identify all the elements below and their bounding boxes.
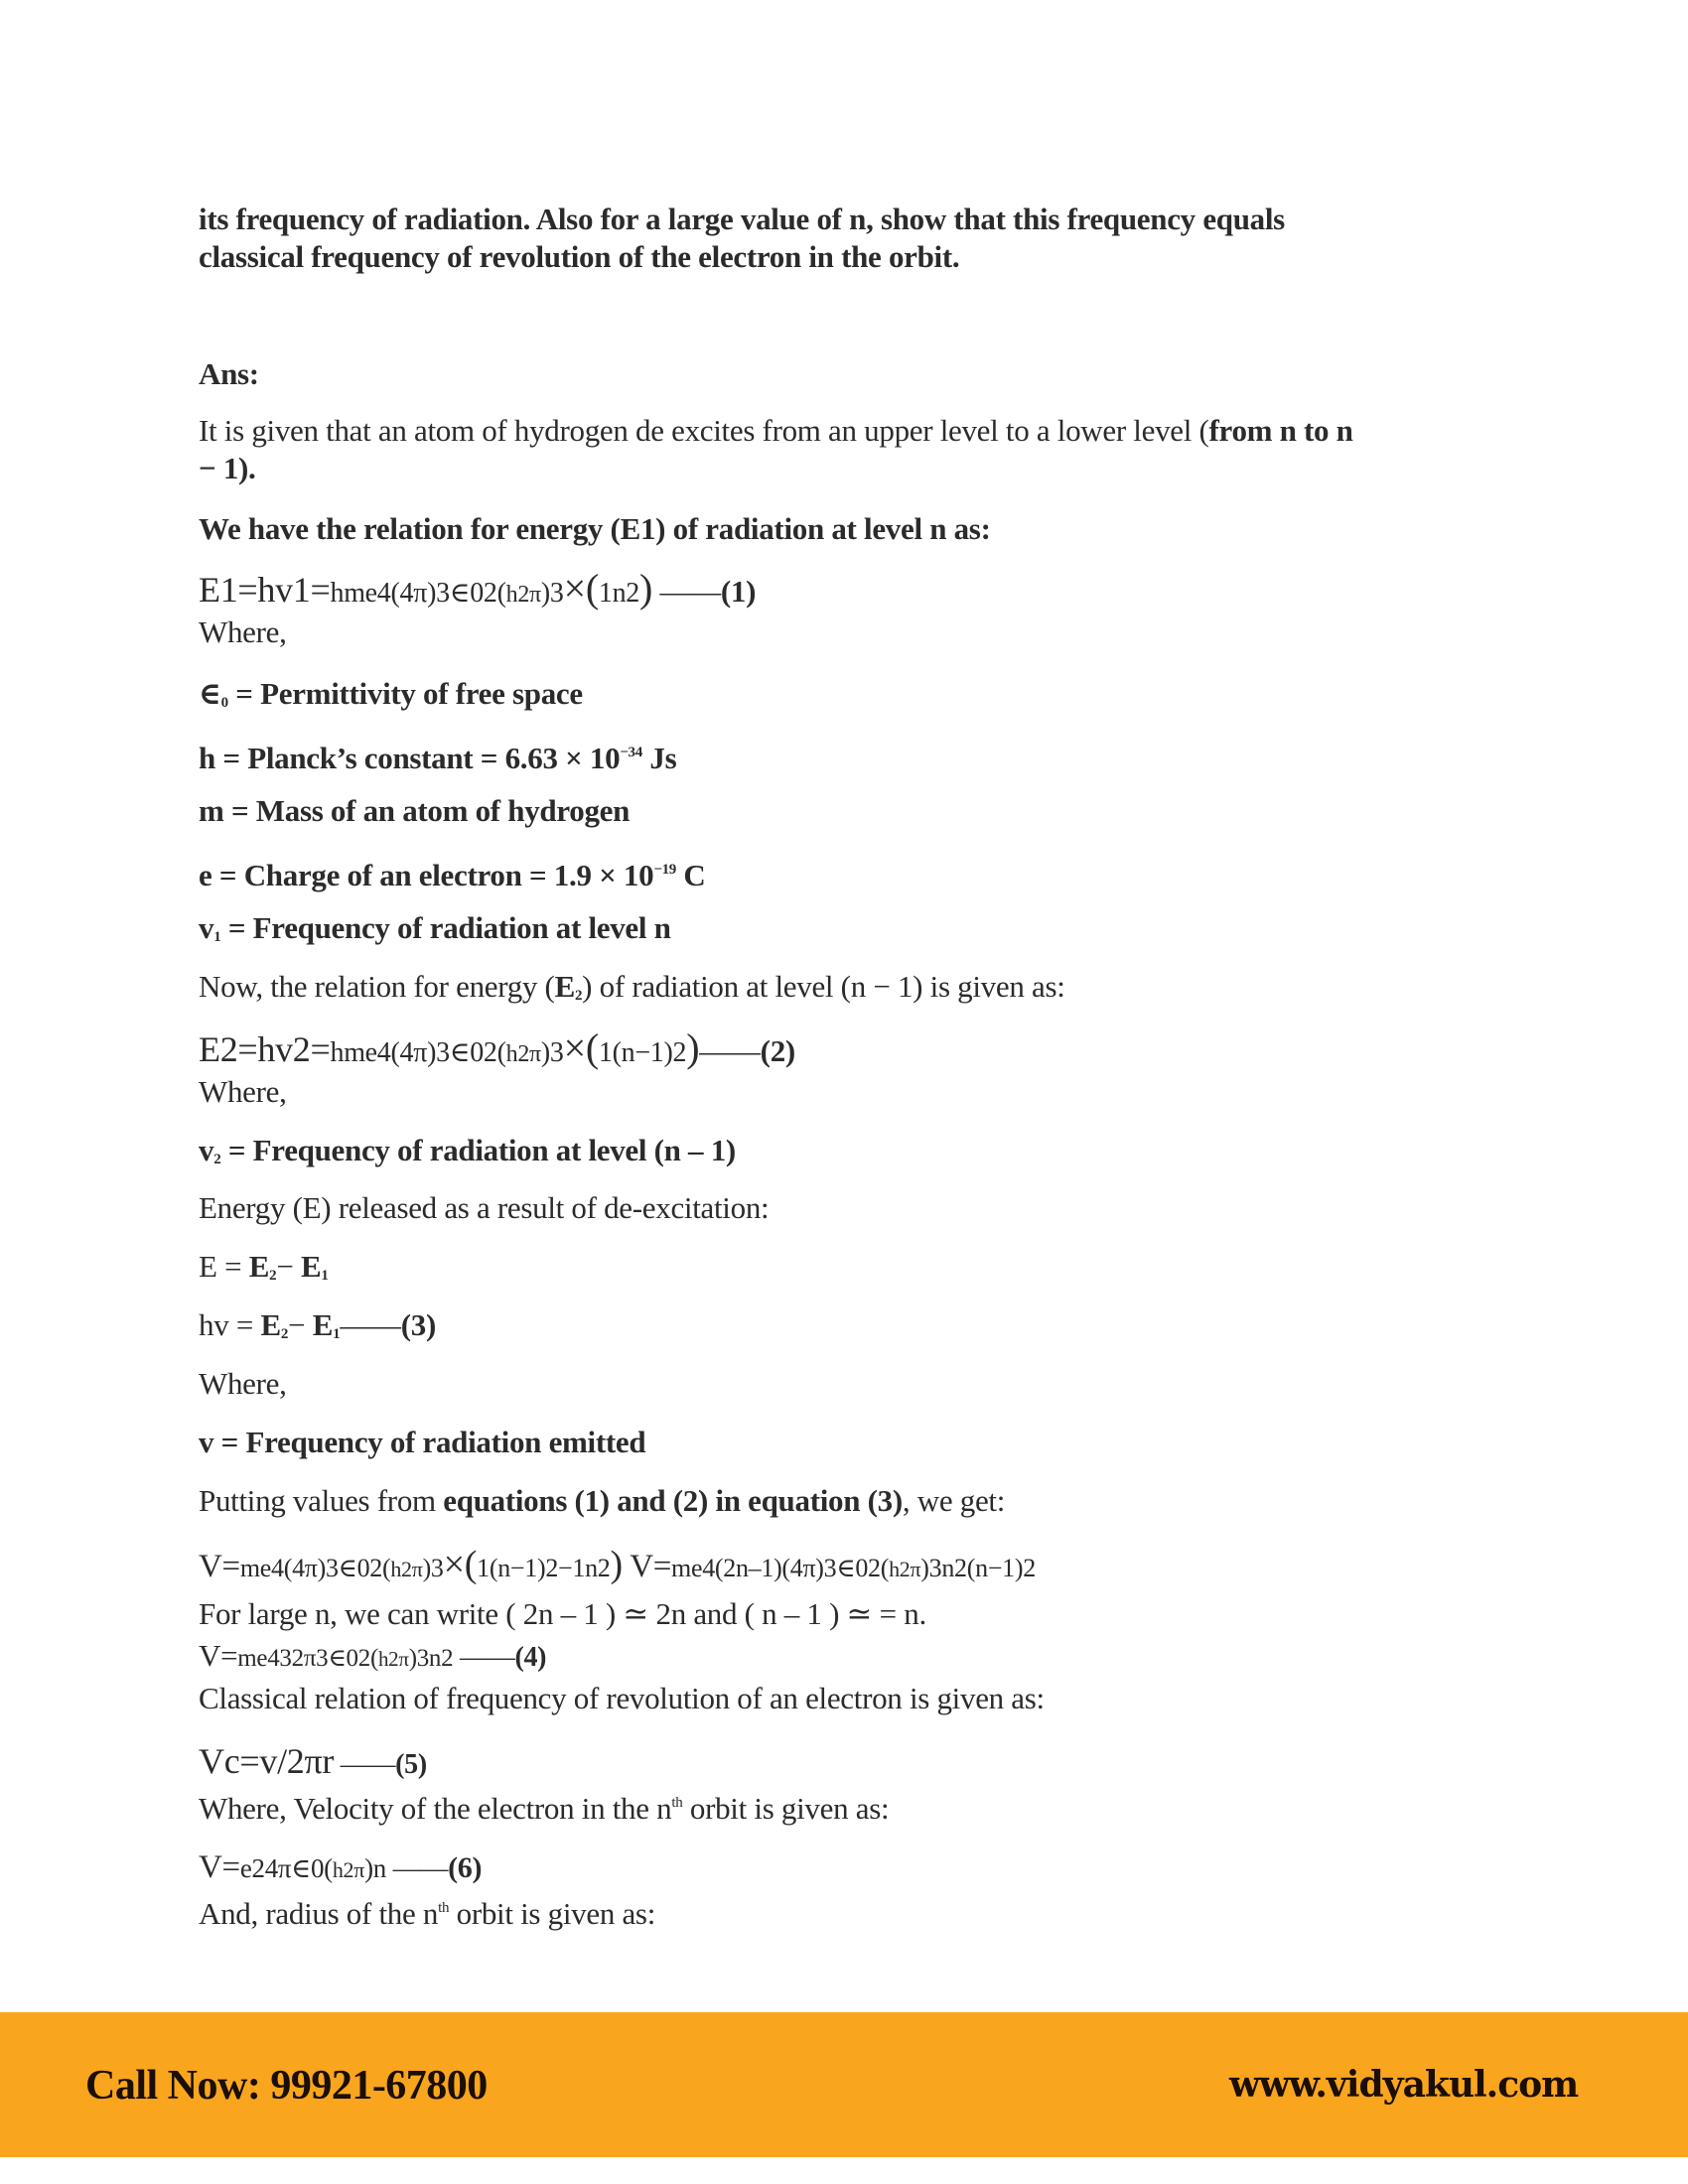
def-v: v = Frequency of radiation emitted: [199, 1425, 646, 1459]
eq2-close: ): [686, 1025, 700, 1070]
where-3: Where,: [199, 1366, 287, 1401]
radius-sup: th: [438, 1900, 450, 1916]
eq5-lhs: Vc=v/2πr: [199, 1741, 335, 1781]
eqv-fraction: me4(4π)3∈02(: [239, 1554, 391, 1582]
eq4-label: (4): [514, 1642, 547, 1673]
eq1-label: (1): [720, 574, 757, 609]
relation-e2-text: Now, the relation for energy (: [199, 969, 555, 1004]
eq2-inner: 1(n−1)2: [598, 1037, 687, 1068]
def-text: = Frequency of radiation at level n: [220, 910, 671, 945]
answer-label: Ans:: [199, 356, 259, 391]
eq1-close: ): [639, 566, 653, 611]
eq1-times: ×(: [563, 566, 599, 611]
equation-1: [199, 566, 757, 614]
def-sub: 2: [213, 1152, 221, 1167]
radius-text: And, radius of the n: [199, 1896, 439, 1931]
eq2-fraction-h: h2π: [505, 1041, 541, 1067]
equation-4: [199, 1637, 546, 1678]
def-planck: [199, 734, 676, 777]
eqv-fraction-2: me4(2n–1)(4π)3∈02(: [671, 1554, 890, 1582]
def-symbol: ∈: [199, 676, 221, 711]
def-symbol: v: [199, 910, 214, 945]
eq2-fraction-end: )3: [540, 1037, 564, 1068]
intro-text: It is given that an atom of hydrogen de excites from an upper level to a lower level (: [199, 413, 1209, 448]
website-link[interactable]: www.vidyakul.com: [1229, 2064, 1579, 2106]
where-1: Where,: [199, 614, 287, 649]
eq6-fraction: e24π∈0(: [239, 1853, 333, 1883]
eq6-label: (6): [448, 1851, 483, 1884]
eq1-dash: ——: [652, 574, 721, 609]
e-eq-sub2: 2: [269, 1268, 277, 1284]
relation-e2: [199, 968, 1065, 1015]
equation-2: [199, 1025, 795, 1073]
def-text: = Frequency of radiation at level (n – 1): [220, 1133, 736, 1167]
intro-bold: from n to n: [1208, 413, 1353, 448]
eq3-sub1: 1: [333, 1326, 341, 1342]
eqv-lhs: V=: [199, 1549, 240, 1584]
velocity-statement: [199, 1784, 889, 1828]
eq3-dash: ——: [340, 1307, 401, 1342]
equation-v-combined: [199, 1546, 1036, 1588]
eq2-times: ×(: [563, 1025, 599, 1070]
eq4-fraction-end: )3n2: [408, 1645, 454, 1672]
where-2: Where,: [199, 1074, 287, 1109]
eq1-fraction-end: )3: [540, 578, 564, 609]
def-text: = Permittivity of free space: [227, 676, 583, 711]
def-symbol: h = Planck’s constant = 6.63 × 10: [199, 741, 621, 775]
def-sup: −34: [620, 745, 642, 760]
eq3-sub2: 2: [280, 1326, 289, 1342]
putting-text-end: , we get:: [902, 1483, 1006, 1518]
velocity-text-end: orbit is given as:: [682, 1791, 890, 1826]
footer-banner: [0, 2012, 1688, 2157]
eq2-label: (2): [760, 1033, 795, 1068]
e-eq-e2: E: [248, 1249, 270, 1284]
radius-text-end: orbit is given as:: [449, 1896, 656, 1931]
question-line-1: its frequency of radiation. Also for a large value of n, show that this frequency equals: [199, 202, 1285, 236]
eq5-label: (5): [395, 1749, 427, 1780]
eq6-fraction-end: )n: [364, 1853, 386, 1883]
putting-text: Putting values from: [199, 1483, 444, 1518]
eq5-dash: ——: [334, 1749, 396, 1780]
e-eq-minus: −: [276, 1249, 301, 1284]
intro-paragraph-line-1: [199, 412, 1353, 450]
question-line-2: classical frequency of revolution of the electron in the orbit.: [199, 239, 960, 274]
radius-statement: [199, 1889, 655, 1933]
relation-e1: We have the relation for energy (E1) of radiation at level n as:: [199, 511, 991, 546]
e-eq-e1: E: [300, 1249, 322, 1284]
intro-paragraph-line-2: − 1).: [199, 451, 256, 485]
eq3-e1: E: [312, 1307, 334, 1342]
eq3-lhs: hv =: [199, 1307, 261, 1342]
equation-6: [199, 1848, 482, 1889]
def-symbol: m = Mass of an atom of hydrogen: [199, 793, 631, 828]
def-symbol: e = Charge of an electron = 1.9 × 10: [199, 858, 654, 892]
eq3-e2: E: [260, 1307, 281, 1342]
eqv-fraction-2-end: )3n2(n−1)2: [920, 1554, 1036, 1582]
def-symbol: v: [199, 1133, 214, 1167]
relation-e2-symbol: E: [554, 969, 575, 1004]
velocity-sup: th: [671, 1795, 683, 1811]
def-sup: −19: [653, 862, 676, 878]
eqv-inner: 1(n−1)2−1n2: [477, 1554, 611, 1582]
eq6-dash: ——: [385, 1853, 449, 1884]
relation-e2-text-end: ) of radiation at level (n − 1) is given as:: [582, 969, 1065, 1004]
relation-e2-sub: 2: [574, 988, 583, 1004]
equation-5: [199, 1742, 427, 1784]
eq4-fraction-h: h2π: [377, 1647, 409, 1671]
eq1-fraction: hme4(4π)3∈02(: [330, 578, 506, 609]
eq1-fraction-h: h2π: [505, 582, 541, 608]
classical-relation: Classical relation of frequency of revolution of an electron is given as:: [199, 1681, 1045, 1715]
eqv-close: ): [610, 1544, 623, 1585]
def-mass: [199, 792, 630, 830]
e-eq-sub1: 1: [321, 1268, 329, 1284]
call-now-text[interactable]: Call Now: 99921-67800: [85, 2063, 488, 2109]
def-text: Js: [641, 741, 677, 775]
def-text: C: [675, 858, 706, 892]
eqv-fraction-end: )3: [422, 1554, 444, 1582]
energy-equation: [199, 1248, 329, 1295]
def-permittivity: [199, 675, 583, 722]
def-sub: 0: [220, 695, 228, 711]
energy-released: Energy (E) released as a result of de-excitation:: [199, 1190, 770, 1225]
eqv-lhs-2: V=: [622, 1549, 672, 1584]
e-eq-lhs: E =: [199, 1249, 249, 1284]
putting-bold: equations (1) and (2) in equation (3): [443, 1483, 903, 1518]
large-n-approximation: For large n, we can write ( 2n – 1 ) ≃ 2n and ( n – 1 ) ≃ = n.: [199, 1596, 926, 1631]
eq4-lhs: V=: [199, 1638, 238, 1673]
eq3-minus: −: [288, 1307, 313, 1342]
eqv-times: ×(: [443, 1544, 478, 1585]
eq4-dash: ——: [453, 1642, 515, 1673]
def-v1: [199, 909, 671, 956]
eq1-inner: 1n2: [598, 578, 639, 609]
eqv-fraction-h: h2π: [390, 1557, 423, 1581]
eq6-fraction-h: h2π: [332, 1857, 365, 1882]
eq6-lhs: V=: [199, 1849, 240, 1885]
def-charge: [199, 851, 706, 894]
def-v2: [199, 1132, 736, 1178]
eq2-lhs: E2=hv2=: [199, 1029, 331, 1069]
putting-values: [199, 1482, 1005, 1520]
eq3-label: (3): [400, 1307, 436, 1342]
eqv-fraction-2-h: h2π: [889, 1557, 921, 1581]
eq1-lhs: E1=hv1=: [199, 570, 331, 610]
def-sub: 1: [213, 929, 221, 945]
eq2-fraction: hme4(4π)3∈02(: [330, 1037, 506, 1068]
eq2-dash: ——: [699, 1033, 761, 1068]
velocity-text: Where, Velocity of the electron in the n: [199, 1791, 672, 1826]
eq4-fraction: me432π3∈02(: [237, 1645, 378, 1672]
equation-3: [199, 1306, 436, 1353]
